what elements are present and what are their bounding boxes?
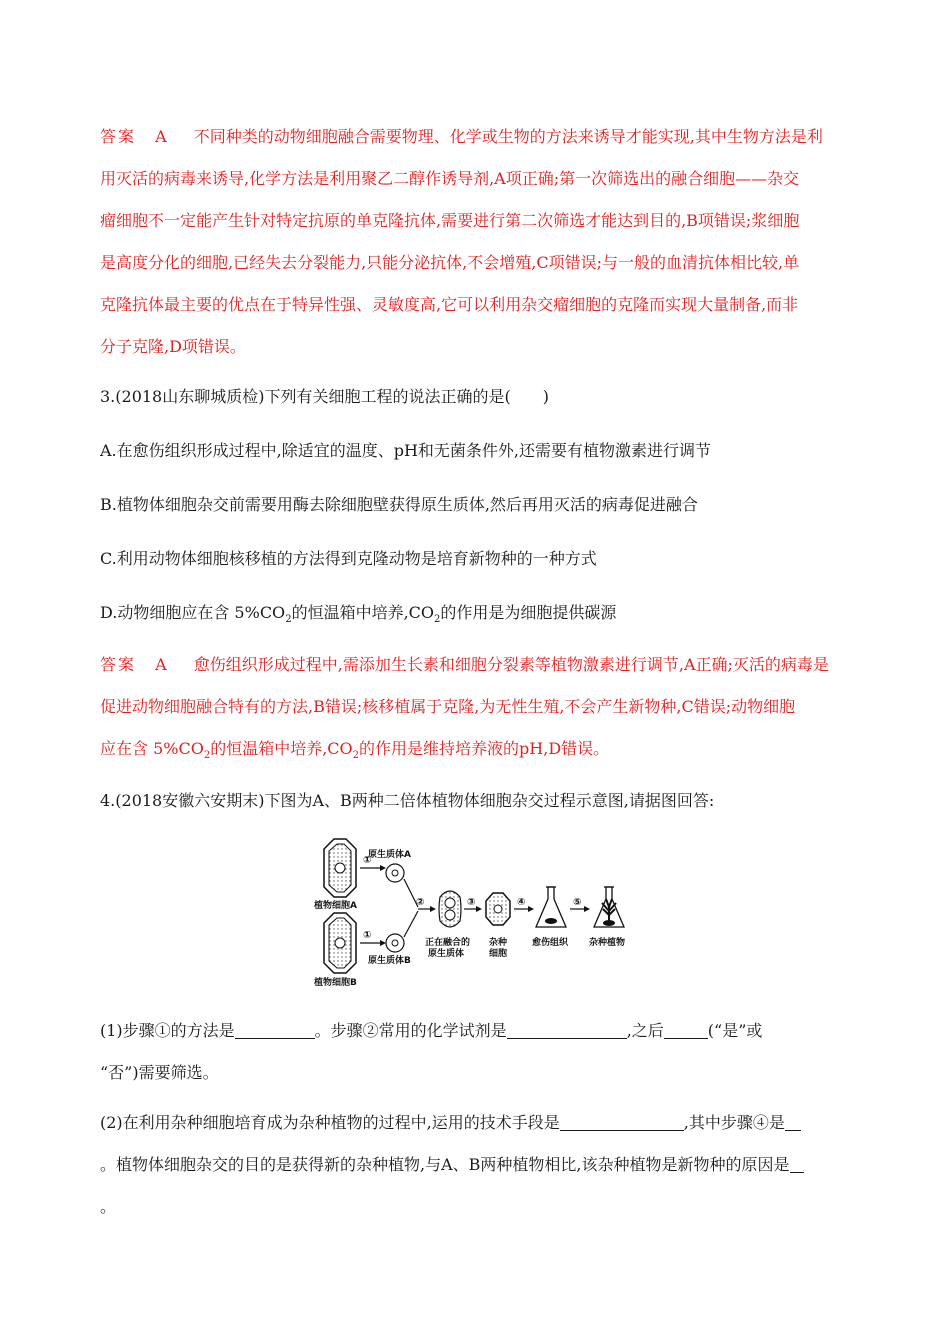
answer-blank[interactable]: [507, 1020, 627, 1039]
label-cell-a: 植物细胞A: [314, 901, 357, 911]
label-hybrid-2: 细胞: [489, 949, 508, 959]
answer-line: [100, 728, 850, 770]
plant-flask: [594, 887, 624, 927]
arrowhead: [476, 906, 482, 912]
label-callus: 愈伤组织: [532, 938, 569, 948]
answer-blank[interactable]: [785, 1112, 801, 1131]
answer-part: 的恒温箱中培养,CO: [210, 739, 353, 758]
answer-line: 瘤细胞不一定能产生针对特定抗原的单克隆抗体,需要进行第二次筛选才能达到目的,B项错误;浆细胞: [100, 211, 800, 230]
answer-2: [100, 116, 850, 368]
question-stem: 3.(2018山东聊城质检)下列有关细胞工程的说法正确的是( ): [100, 387, 549, 406]
answer-blank[interactable]: [560, 1112, 684, 1131]
label-hybrid-1: 杂种: [489, 938, 508, 948]
label-plant: 杂种植物: [589, 938, 626, 948]
option-d-part: 的恒温箱中培养,CO: [291, 603, 435, 622]
question-text: 。植物体细胞杂交的目的是获得新的杂种植物,与A、B两种植物相比,该杂种植物是新物种的原因是: [100, 1155, 790, 1174]
subscript: 2: [352, 750, 360, 762]
answer-text: 愈伤组织形成过程中,需添加生长素和细胞分裂素等植物激素进行调节,A正确;灭活的病毒是: [193, 655, 829, 674]
question-line: 。: [100, 1197, 117, 1216]
answer-tag: 答案: [100, 127, 137, 146]
arrowhead: [380, 940, 386, 946]
question-text: 。步骤②常用的化学试剂是: [314, 1021, 507, 1040]
answer-blank[interactable]: [235, 1020, 315, 1039]
option-text: C.利用动物体细胞核移植的方法得到克隆动物是培育新物种的一种方式: [100, 549, 597, 568]
subscript: 2: [203, 750, 211, 762]
q3-option-c: [100, 538, 850, 580]
answer-line: [100, 644, 850, 686]
answer-line: 用灭活的病毒来诱导,化学方法是利用聚乙二醇作诱导剂,A项正确;第一次筛选出的融合细胞——杂交: [100, 169, 800, 188]
merge-line: [404, 911, 418, 937]
option-text: B.植物体细胞杂交前需要用酶去除细胞壁获得原生质体,然后再用灭活的病毒促进融合: [100, 495, 698, 514]
label-fusing-1: 正在融合的: [425, 938, 471, 948]
question-text: ,之后: [626, 1021, 664, 1040]
q3-option-b: [100, 484, 850, 526]
hybrid-cell: [486, 893, 510, 925]
fusing-protoplast: [439, 891, 461, 927]
answer-line: [100, 116, 850, 158]
question-3: [100, 376, 850, 430]
question-text: (2)在利用杂种细胞培育成为杂种植物的过程中,运用的技术手段是: [100, 1113, 560, 1132]
answer-line: 促进动物细胞融合特有的方法,B错误;核移植属于克隆,为无性生殖,不会产生新物种,C错误;动物细胞: [100, 697, 796, 716]
answer-line: 克隆抗体最主要的优点在于特异性强、灵敏度高,它可以利用杂交瘤细胞的克隆而实现大量制备,而非: [100, 295, 799, 314]
question-text: (“是”或: [707, 1021, 763, 1040]
label-fusing-2: 原生质体: [428, 949, 465, 959]
answer-part: 的作用是维持培养液的pH,D错误。: [359, 739, 610, 758]
answer-blank[interactable]: [664, 1020, 708, 1039]
question-text: (1)步骤①的方法是: [100, 1021, 235, 1040]
arrowhead: [584, 906, 590, 912]
label-protoplast-a: 原生质体A: [368, 850, 411, 860]
protoplast-a: [386, 864, 404, 882]
option-text: A.在愈伤组织形成过程中,除适宜的温度、pH和无菌条件外,还需要有植物激素进行调节: [100, 441, 712, 460]
question-line: [100, 1102, 850, 1144]
question-stem: 4.(2018安徽六安期末)下图为A、B两种二倍体植物体细胞杂交过程示意图,请据图回答:: [100, 791, 715, 810]
q4-part-1: [100, 1010, 850, 1094]
answer-line: 是高度分化的细胞,已经失去分裂能力,只能分泌抗体,不会增殖,C项错误;与一般的血清抗体相比较,单: [100, 253, 800, 272]
protoplast-b: [386, 934, 404, 952]
subscript: 2: [434, 614, 441, 626]
q4-part-2: [100, 1102, 850, 1228]
option-text: [100, 592, 850, 634]
option-d-part: 的作用是为细胞提供碳源: [440, 603, 617, 622]
label-cell-b: 植物细胞B: [314, 978, 357, 988]
answer-letter: A: [155, 655, 167, 674]
question-4: [100, 780, 850, 822]
callus-flask: [536, 887, 566, 927]
step-1-label: ①: [363, 930, 372, 941]
option-d-part: D.动物细胞应在含 5%CO: [100, 603, 286, 622]
answer-line: 分子克隆,D项错误。: [100, 337, 246, 356]
answer-part: 应在含 5%CO: [100, 739, 204, 758]
answer-3: [100, 644, 850, 770]
subscript: 2: [285, 614, 292, 626]
question-text: ,其中步骤④是: [683, 1113, 785, 1132]
arrowhead: [528, 906, 534, 912]
label-protoplast-b: 原生质体B: [368, 956, 411, 966]
arrowhead: [380, 865, 386, 871]
answer-letter: A: [155, 127, 167, 146]
step-5-label: ⑤: [573, 897, 582, 908]
answer-blank[interactable]: [790, 1154, 804, 1173]
question-line: “否”)需要筛选。: [100, 1063, 219, 1082]
step-2-label: ②: [416, 897, 425, 908]
question-line: [100, 1144, 850, 1186]
plant-cell-b: [324, 913, 356, 973]
question-line: [100, 1010, 850, 1052]
hybridization-figure: [312, 835, 642, 995]
step-1-label: ①: [363, 855, 372, 866]
answer-text: 不同种类的动物细胞融合需要物理、化学或生物的方法来诱导才能实现,其中生物方法是利: [193, 127, 823, 146]
step-3-label: ③: [467, 897, 476, 908]
q3-option-d: [100, 592, 850, 634]
answer-tag: 答案: [100, 655, 137, 674]
arrowhead: [430, 906, 436, 912]
step-4-label: ④: [517, 897, 526, 908]
plant-cell-a: [324, 839, 356, 897]
q3-option-a: [100, 430, 850, 472]
